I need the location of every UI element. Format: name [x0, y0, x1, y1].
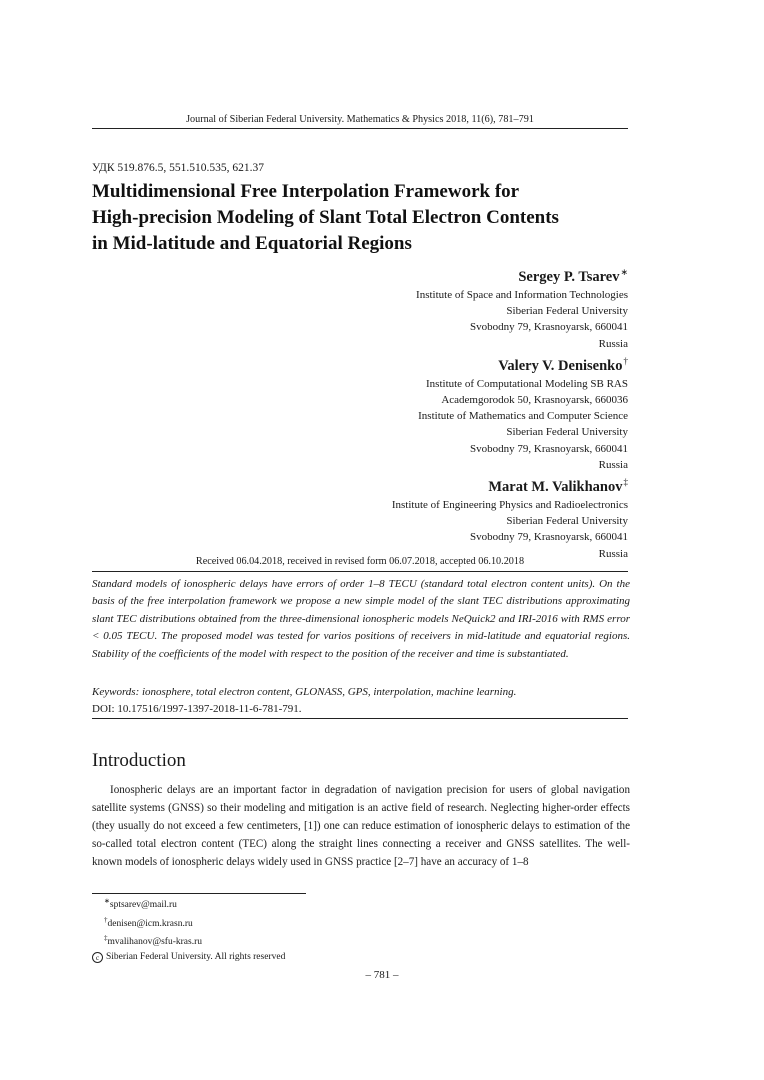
affiliation-line: Institute of Space and Information Technologies: [416, 289, 628, 301]
footnote-mark: ‡: [623, 477, 628, 488]
affiliation-line: Institute of Engineering Physics and Radioelectronics: [391, 499, 628, 512]
paper-title: [92, 179, 652, 257]
journal-header: Journal of Siberian Federal University. Mathematics & Physics 2018, 11(6), 781–791: [186, 114, 534, 125]
footnote-mark: ∗: [620, 267, 628, 277]
title-line: High-precision Modeling of Slant Total Electron Contents: [92, 207, 559, 228]
affiliation-line: Svobodny 79, Krasnoyarsk, 660041: [470, 321, 628, 334]
page-number: – 781 –: [365, 969, 399, 981]
section-heading: Introduction: [92, 750, 186, 771]
title-line: Multidimensional Free Interpolation Framework for: [92, 181, 520, 202]
author-list: [392, 263, 628, 562]
author-name: Marat M. Valikhanov‡: [488, 477, 628, 496]
received-dates: Received 06.04.2018, received in revised form 06.07.2018, accepted 06.10.2018: [195, 556, 525, 567]
author-block: [392, 352, 628, 473]
affiliation-line: Russia: [598, 337, 628, 350]
footnote-mark: †: [623, 355, 628, 366]
footnote: †denisen@icm.krasn.ru: [104, 915, 193, 929]
body-text: [92, 781, 630, 871]
author-block: [392, 473, 628, 562]
abstract: Standard models of ionospheric delays have errors of order 1–8 TECU (standard total electron content units). On the basis of the free interpolation framework we propose a new simple model of the slant TEC distributions approximating slant TEC distributions obtained from the three-dimensional ionospheric models NeQuick2 and IRI-2016 with RMS error < 0.05 TECU. The proposed model was tested for varios positions of receivers in mid-latitude and equatorial regions. Stability of the coefficients of the model with respect to the position of the receiver and time is substantiated.: [92, 578, 630, 660]
affiliation-line: Svobodny 79, Krasnoyarsk, 660041: [470, 442, 628, 455]
affiliation-line: Institute of Computational Modeling SB RAS: [426, 377, 628, 390]
abstract-bottom-rule: [92, 718, 628, 719]
author-name: Valery V. Denisenko†: [498, 355, 628, 374]
affiliation-line: Academgorodok 50, Krasnoyarsk, 660036: [441, 394, 628, 407]
title-line: in Mid-latitude and Equatorial Regions: [92, 233, 412, 254]
copyright-icon: c: [92, 952, 103, 963]
abstract-top-rule: [92, 571, 628, 572]
author-block: [392, 263, 628, 352]
author-name: Sergey P. Tsarev∗: [518, 267, 628, 285]
affiliation-line: Siberian Federal University: [506, 305, 628, 318]
affiliation-line: Svobodny 79, Krasnoyarsk, 660041: [470, 531, 628, 544]
copyright-notice: c Siberian Federal University. All rights reserved: [92, 950, 285, 965]
paragraph: Ionospheric delays are an important factor in degradation of navigation precision for users of global navigation satellite systems (GNSS) so their modeling and mitigation is an active field of research. Neglecting higher-order effects (they usually do not exceed a few centimeters, [1]) one can reduce estimation of ionospheric delays to estimation of the so-called total electron content (TEC) along the straight lines connecting a receiver and GNSS satellites. The well-known models of ionospheric delays widely used in GNSS practice [2–7] have an accuracy of 1–8: [92, 784, 630, 869]
affiliation-line: Russia: [598, 547, 628, 560]
header-rule: [92, 128, 628, 129]
affiliation-line: Siberian Federal University: [506, 515, 628, 528]
doi: DOI: 10.17516/1997-1397-2018-11-6-781-791.: [92, 703, 302, 715]
footnote: ∗sptsarev@mail.ru: [104, 897, 177, 910]
affiliation-line: Russia: [598, 458, 628, 471]
affiliation-line: Institute of Mathematics and Computer Science: [418, 410, 628, 423]
footnotes: [92, 894, 285, 964]
keywords: Keywords: ionosphere, total electron content, GLONASS, GPS, interpolation, machine learning.: [92, 686, 517, 698]
affiliation-line: Siberian Federal University: [506, 426, 628, 439]
footnote: ‡mvalihanov@sfu-kras.ru: [104, 934, 202, 947]
udc-code: УДК 519.876.5, 551.510.535, 621.37: [92, 162, 264, 174]
